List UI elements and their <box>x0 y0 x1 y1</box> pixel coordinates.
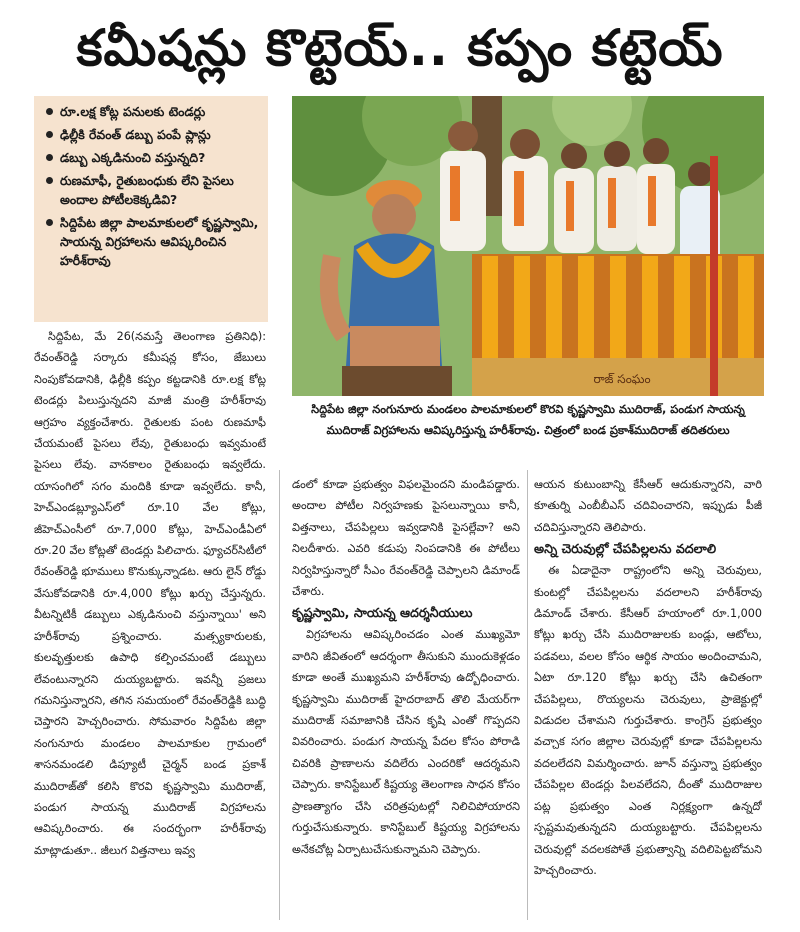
highlight-item: డబ్బు ఎక్కడినుంచి వస్తున్నది? <box>44 148 260 167</box>
news-photo <box>292 96 764 396</box>
article-column-3 <box>534 474 762 922</box>
article-paragraph: విగ్రహాలను ఆవిష్కరించడం ఎంత ముఖ్యమో వారిని జీవితంలో ఆదర్శంగా తీసుకుని ముందుకెళ్లడం కూడా అంతే ముఖ్యమని హరీశ్‌రావు ఉద్బోధించారు. కృష్ణస్వామి ముదిరాజ్ హైదరాబాద్ తొలి మేయర్‌గా ముదిరాజ్ సమాజానికి చేసిన కృషి ఎంతో గొప్పదని వివరించారు. పండుగ సాయన్న పేదల కోసం పోరాడి చివరికి ప్రాణాలను వదిలేరు ఎందరికో ఆదర్శమని చెప్పారు. కానిస్టేబుల్ కిష్టయ్య తెలంగాణ సాధన కోసం ప్రాణత్యాగం చేసి చరిత్రపుటల్లో నిలిచిపోయారని గుర్తుచేసుకున్నారు. కానిస్టేబుల్ కిష్టయ్య విగ్రహాలను అనేకచోట్ల ఏర్పాటుచేసుకున్నామని చెప్పారు. <box>292 628 520 856</box>
article-paragraph: ఆయన కుటుంబాన్ని కేసీఆర్ ఆదుకున్నారని, వారి కూతుర్ని ఎంబీబీఎస్ చదివించారని, ఇప్పుడు పీజీ చదివిస్తున్నారని తెలిపారు. <box>534 478 762 534</box>
article-column-2 <box>292 474 520 922</box>
article-paragraph: సిద్దిపేట, మే 26(నమస్తే తెలంగాణ ప్రతినిధి): రేవంత్‌రెడ్డి సర్కారు కమీషన్ల కోసం, జేబులు నింపుకోవడానికి, ఢిల్లీకి కప్పం కట్టడానికి రూ.లక్ష కోట్ల టెండర్లు పిలుస్తున్నదని మాజీ మంత్రి హరీశ్‌రావు ఆగ్రహం వ్యక్తంచేశారు. రైతులకు పంట రుణమాఫీ చేయమంటే పైసలు లేవు, రైతుబంధు ఇవ్వమంటే పైసలు లేవు. వానకాలం రైతుబంధు ఇవ్వలేదు. యాసంగిలో సగం మందికి కూడా ఇవ్వలేదు. కానీ, హెచ్‌ఎండబ్ల్యూఎస్‌లో రూ.10 వేల కోట్లు, జీహెచ్‌ఎంసీలో రూ.7,000 కోట్లు, హెచ్‌ఎండీఏలో రూ.20 వేల కోట్లతో టెండర్లు పిలిచారు. ఫ్యూచర్‌సిటీలో రేవంత్‌రెడ్డి భూములు కొనుక్కున్నాడట. ఆరు లైన్ రోడ్డు వేసుకోవడానికి రూ.4,000 కోట్లు ఖర్చు చేస్తున్నరు. వీటన్నిటికీ డబ్బులు ఎక్కడినుంచి వస్తున్నాయి' అని హరీశ్‌రావు ప్రశ్నించారు. మత్స్యకారులకు, కులవృత్తులకు ఉపాధి కల్పించమంటే డబ్బులు లేవంటున్నారని దుయ్యబట్టారు. ఇవన్నీ ప్రజలు గమనిస్తున్నారని, తగిన సమయంలో రేవంత్‌రెడ్డికి బుద్ధి చెప్తారని హెచ్చరించారు. సోమవారం సిద్దిపేట జిల్లా నంగునూరు మండలం పాలమాకుల గ్రామంలో శాసనమండలి డిప్యూటీ చైర్మన్ బండ ప్రకాశ్ ముదిరాజ్‌తో కలిసి కొరవి కృష్ణస్వామి ముదిరాజ్, పండుగ సాయన్న ముదిరాజ్ విగ్రహాలను ఆవిష్కరించారు. ఈ సందర్భంగా హరీశ్‌రావు మాట్లాడుతూ.. జీలుగ విత్తనాలు ఇవ్వ <box>34 330 266 857</box>
subheading: కృష్ణస్వామి, సాయన్న ఆదర్శనీయులు <box>292 605 473 621</box>
article-paragraph: ఈ ఏడాదైనా రాష్ట్రంలోని అన్ని చెరువులు, కుంటల్లో చేపపిల్లలను వదలాలని హరీశ్‌రావు డిమాండ్ చేశారు. కేసీఆర్ హయాంలో రూ.1,000 కోట్లు ఖర్చు చేసి ముదిరాజులకు బండ్లు, ఆటోలు, పడవలు, వలల కోసం ఆర్థిక సాయం అందించామని, ఏటా రూ.120 కోట్లు ఖర్చు చేసి ఉచితంగా చేపపిల్లలు, రొయ్యలను చెరువులు, ప్రాజెక్టుల్లో విడుదల చేశామని గుర్తుచేశారు. కాంగ్రెస్ ప్రభుత్వం వచ్చాక సగం జిల్లాల చెరువుల్లో కూడా చేపపిల్లలను వదలలేదని విమర్శించారు. జూన్ వస్తున్నా ప్రభుత్వం చేపపిల్లల టెండర్లు పిలవలేదని, దీంతో ముదిరాజుల పట్ల ప్రభుత్వం ఎంత నిర్లక్ష్యంగా ఉన్నదో స్పష్టమవుతున్నదని దుయ్యబట్టారు. చేపపిల్లలను చెరువుల్లో వదలకపోతే ప్రభుత్వాన్ని వదిలిపెట్టబోమని హెచ్చరించారు. <box>534 564 762 877</box>
highlight-item: ఢిల్లీకి రేవంత్ డబ్బు పంపే ప్లాన్లు <box>44 125 260 144</box>
statue-unveiling-photo <box>292 96 764 396</box>
highlight-item: సిద్దిపేట జిల్లా పాలమాకులలో కృష్ణస్వామి, సాయన్న విగ్రహాలను ఆవిష్కరించిన హరీశ్‌రావు <box>44 213 260 270</box>
highlights-box <box>34 96 268 322</box>
photo-caption: సిద్దిపేట జిల్లా నంగునూరు మండలం పాలమాకులలో కొరవి కృష్ణస్వామి ముదిరాజ్, పండుగ సాయన్న ముదిరాజ్ విగ్రహాలను ఆవిష్కరిస్తున్న హరీశ్‌రావు. చిత్రంలో బండ ప్రకాశ్‌ముదిరాజ్ తదితరులు <box>311 402 745 437</box>
subheading: అన్ని చెరువుల్లో చేపపిల్లలను వదలాలి <box>534 541 717 557</box>
column-divider <box>279 470 280 920</box>
column-divider <box>527 470 528 920</box>
highlight-item: రూ.లక్ష కోట్ల పనులకు టెండర్లు <box>44 102 260 121</box>
article-paragraph: డంలో కూడా ప్రభుత్వం విఫలమైందని మండిపడ్డారు. అందాల పోటీల నిర్వహణకు పైసలున్నాయి కానీ, విత్తనాలు, చేపపిల్లలు ఇవ్వడానికి పైసల్లేవా? అని నిలదీశారు. ఎవరి కడుపు నింపడానికి ఈ పోటీలు నిర్వహిస్తున్నారో సీఎం రేవంత్‌రెడ్డి చెప్పాలని డిమాండ్ చేశారు. <box>292 478 520 599</box>
highlight-item: రుణమాఫీ, రైతుబంధుకు లేని పైసలు అందాల పోటీలకెక్కడివి? <box>44 171 260 209</box>
article-column-1 <box>34 326 266 922</box>
headline: కమీషన్లు కొట్టెయ్.. కప్పం కట్టెయ్ <box>76 19 724 77</box>
banner-text: రాజ్ సంఘం <box>593 372 651 386</box>
